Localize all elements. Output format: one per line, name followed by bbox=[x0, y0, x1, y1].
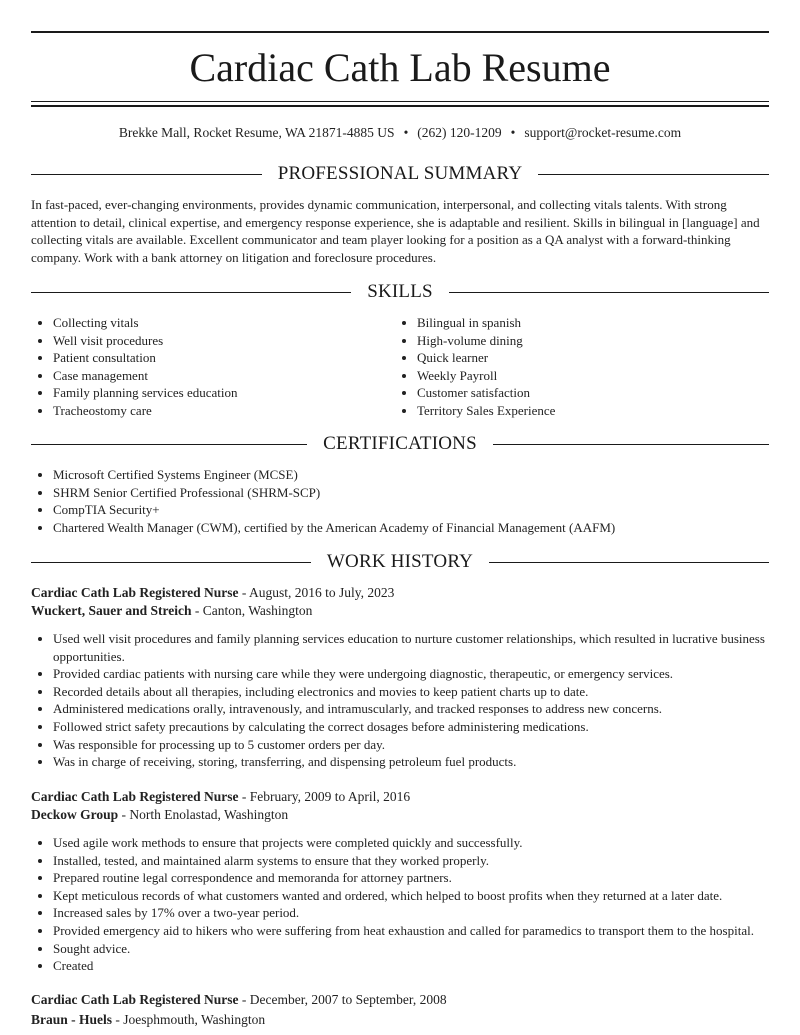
heading-rule bbox=[31, 562, 311, 563]
job-duties-list bbox=[31, 834, 791, 975]
job-duty: • Provided cardiac patients with nursing care while they were undergoing diagnostic, therapeutic, or emergency services. bbox=[53, 665, 791, 683]
skill-item: • Territory Sales Experience bbox=[417, 402, 787, 420]
certification-item: • Chartered Wealth Manager (CWM), certified by the American Academy of Financial Management (AAFM) bbox=[53, 519, 791, 537]
skill-item: • Case management bbox=[53, 367, 413, 385]
heading-rule bbox=[538, 174, 769, 175]
job-location: - Joesphmouth, Washington bbox=[112, 1012, 266, 1027]
section-title: CERTIFICATIONS bbox=[323, 433, 477, 454]
heading-rule bbox=[31, 444, 307, 445]
section-title: PROFESSIONAL SUMMARY bbox=[277, 163, 523, 184]
section-heading-skills bbox=[31, 281, 769, 303]
skill-item: • Well visit procedures bbox=[53, 332, 413, 350]
job-position-line bbox=[31, 788, 769, 806]
job-dates: - December, 2007 to September, 2008 bbox=[238, 992, 447, 1007]
job-company-line bbox=[31, 1011, 769, 1029]
skill-item: • Tracheostomy care bbox=[53, 402, 413, 420]
job-duty: • Used well visit procedures and family planning services education to nurture customer relationships, which resulted in lucrative business opportunities. bbox=[53, 630, 791, 665]
job-company: Deckow Group bbox=[31, 807, 119, 822]
job-position: Cardiac Cath Lab Registered Nurse bbox=[31, 789, 239, 804]
skill-item: • Quick learner bbox=[417, 349, 787, 367]
job-duty: • Created bbox=[53, 957, 791, 975]
heading-rule bbox=[31, 174, 262, 175]
heading-rule bbox=[489, 562, 769, 563]
contact-address: Brekke Mall, Rocket Resume, WA 21871-4885 US bbox=[118, 125, 395, 140]
job-duty: • Was responsible for processing up to 5 customer orders per day. bbox=[53, 736, 791, 754]
contact-separator: • bbox=[403, 125, 409, 140]
summary-paragraph: In fast-paced, ever-changing environments, provides dynamic communication, interpersonal, and collecting vitals talents. With strong attention to detail, clinical expertise, and emergency response experience, she is adaptable and resilient. Skills in bilingual in [language] and collecting vitals are available. Excellent communicator and team player looking for a position as a QA analyst with a forward-thinking company. Work with a bank attorney on litigation and foreclosure procedures. bbox=[31, 197, 760, 266]
skill-item: • Patient consultation bbox=[53, 349, 413, 367]
job-duty: • Recorded details about all therapies, including electronics and movies to keep patient charts up to date. bbox=[53, 683, 791, 701]
job-company: Wuckert, Sauer and Streich bbox=[31, 603, 192, 618]
skill-item: • Family planning services education bbox=[53, 384, 413, 402]
skill-item: • Bilingual in spanish bbox=[417, 314, 787, 332]
job-dates: - August, 2016 to July, 2023 bbox=[238, 585, 395, 600]
title-double-rule bbox=[31, 101, 769, 107]
contact-separator: • bbox=[510, 125, 516, 140]
job-duty: • Prepared routine legal correspondence and memoranda for attorney partners. bbox=[53, 869, 791, 887]
contact-line bbox=[31, 124, 769, 142]
job-duty: • Was in charge of receiving, storing, transferring, and dispensing petroleum fuel products. bbox=[53, 753, 791, 771]
skill-item: • Collecting vitals bbox=[53, 314, 413, 332]
certification-item: • SHRM Senior Certified Professional (SHRM-SCP) bbox=[53, 484, 791, 502]
skills-list-right bbox=[395, 314, 787, 420]
job-location: - North Enolastad, Washington bbox=[118, 807, 289, 822]
job-duty: • Sought advice. bbox=[53, 940, 791, 958]
job-duty: • Increased sales by 17% over a two-year period. bbox=[53, 904, 791, 922]
skills-list-left bbox=[31, 314, 413, 420]
certifications-list bbox=[31, 466, 791, 536]
section-title: WORK HISTORY bbox=[326, 551, 474, 572]
section-title: SKILLS bbox=[367, 281, 433, 302]
job-duties-list bbox=[31, 630, 791, 771]
section-heading-certifications bbox=[31, 433, 769, 455]
certification-item: • Microsoft Certified Systems Engineer (MCSE) bbox=[53, 466, 791, 484]
job-position: Cardiac Cath Lab Registered Nurse bbox=[31, 992, 239, 1007]
certification-item: • CompTIA Security+ bbox=[53, 501, 791, 519]
job-duty: • Followed strict safety precautions by calculating the correct dosages before administering medications. bbox=[53, 718, 791, 736]
job-duty: • Kept meticulous records of what customers wanted and ordered, which helped to boost profits when they returned at a later date. bbox=[53, 887, 791, 905]
job-duty: • Used agile work methods to ensure that projects were completed quickly and successfully. bbox=[53, 834, 791, 852]
job-location: - Canton, Washington bbox=[191, 603, 313, 618]
contact-phone: (262) 120-1209 bbox=[417, 125, 502, 140]
job-company-line bbox=[31, 806, 769, 824]
section-heading-work bbox=[31, 551, 769, 573]
top-rule bbox=[31, 31, 769, 33]
job-position-line bbox=[31, 584, 769, 602]
job-duty: • Administered medications orally, intravenously, and intramuscularly, and tracked responses to address new concerns. bbox=[53, 700, 791, 718]
job-duty: • Provided emergency aid to hikers who were suffering from heat exhaustion and called for paramedics to transport them to the hospital. bbox=[53, 922, 791, 940]
heading-rule bbox=[31, 292, 351, 293]
job-company-line bbox=[31, 602, 769, 620]
job-position: Cardiac Cath Lab Registered Nurse bbox=[31, 585, 239, 600]
contact-email: support@rocket-resume.com bbox=[524, 125, 682, 140]
skill-item: • Weekly Payroll bbox=[417, 367, 787, 385]
skill-item: • High-volume dining bbox=[417, 332, 787, 350]
skill-item: • Customer satisfaction bbox=[417, 384, 787, 402]
page-title: Cardiac Cath Lab Resume bbox=[189, 45, 611, 90]
heading-rule bbox=[493, 444, 769, 445]
section-heading-summary bbox=[31, 163, 769, 185]
job-position-line bbox=[31, 991, 769, 1009]
job-duty: • Installed, tested, and maintained alarm systems to ensure that they worked properly. bbox=[53, 852, 791, 870]
job-dates: - February, 2009 to April, 2016 bbox=[238, 789, 411, 804]
job-company: Braun - Huels bbox=[31, 1012, 113, 1027]
heading-rule bbox=[449, 292, 769, 293]
